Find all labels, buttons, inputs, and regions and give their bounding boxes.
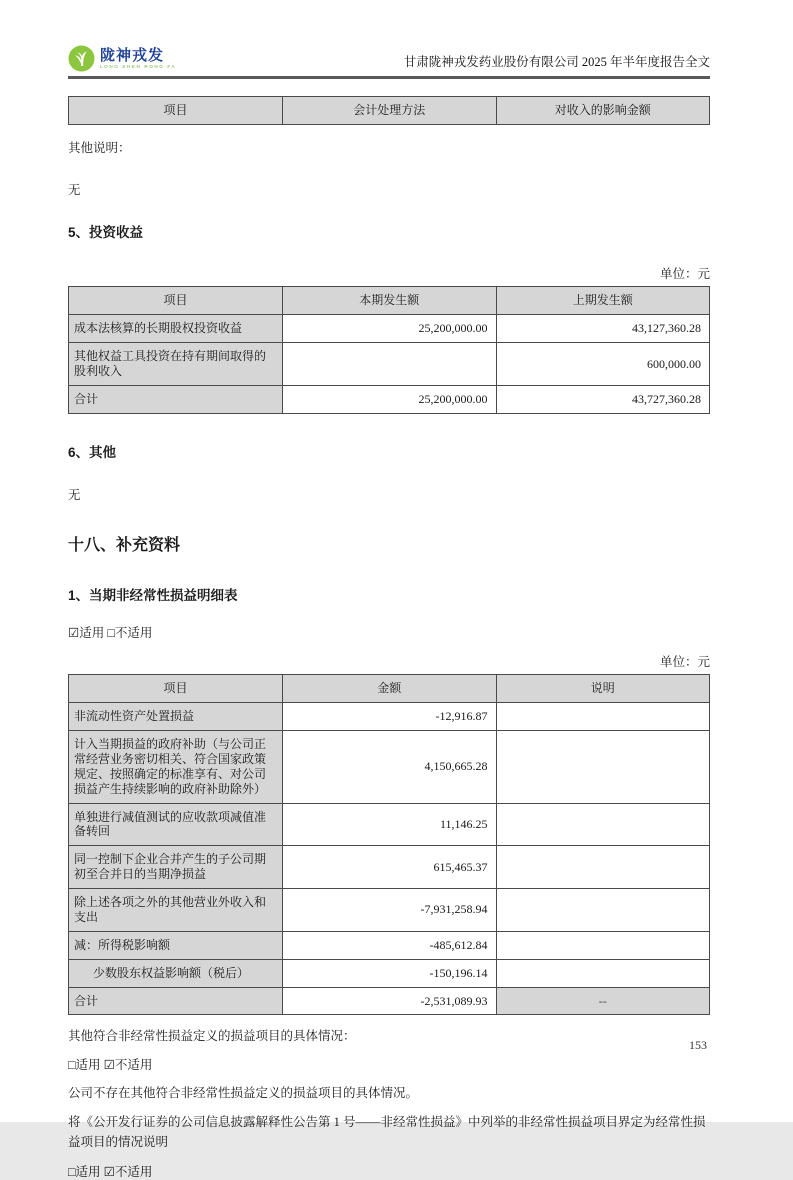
cell-note (496, 846, 709, 889)
applicability-checkboxes: □适用 ☑不适用 (68, 1164, 153, 1179)
cell-item: 同一控制下企业合并产生的子公司期初至合并日的当期净损益 (69, 846, 283, 889)
logo-icon (68, 45, 95, 72)
table-row (69, 703, 710, 731)
cell-amount: 615,465.37 (283, 846, 496, 889)
section6-body: 无 (68, 487, 81, 502)
section18-heading: 十八、补充资料 (68, 537, 181, 554)
cell-amount: -2,531,089.93 (283, 987, 496, 1015)
cell-amount: -150,196.14 (283, 959, 496, 987)
cell-item: 计入当期损益的政府补助（与公司正常经营业务密切相关、符合国家政策规定、按照确定的标准享有、对公司损益产生持续影响的政府补助除外） (69, 731, 283, 804)
table-row (69, 987, 710, 1015)
other-note-label: 其他说明： (68, 140, 131, 155)
table-row (69, 731, 710, 804)
cell-item: 其他权益工具投资在持有期间取得的股利收入 (69, 343, 283, 386)
table-row (69, 889, 710, 932)
unit-label: 单位：元 (659, 655, 710, 670)
sub1-heading: 1、当期非经常性损益明细表 (68, 588, 238, 603)
applicability-checkboxes: □适用 ☑不适用 (68, 1057, 153, 1072)
cell-current: 25,200,000.00 (283, 315, 496, 343)
table-row (69, 931, 710, 959)
cell-amount: 4,150,665.28 (283, 731, 496, 804)
column-header: 对收入的影响金额 (496, 97, 709, 125)
table-row (69, 315, 710, 343)
cell-amount: 11,146.25 (283, 803, 496, 846)
investment-income-table (68, 286, 710, 413)
report-title: 甘肃陇神戎发药业股份有限公司 2025 年半年度报告全文 (403, 55, 710, 69)
cell-item: 合计 (69, 987, 283, 1015)
cell-current: 25,200,000.00 (283, 385, 496, 413)
table-header-row (69, 97, 710, 125)
column-header: 上期发生额 (496, 287, 709, 315)
reclassification-note: 将《公开发行证券的公司信息披露解释性公告第 1 号——非经常性损益》中列举的非经常性损益项目界定为经常性损益项目的情况说明 (68, 1115, 706, 1149)
cell-note: -- (496, 987, 709, 1015)
cell-prior: 43,727,360.28 (496, 385, 709, 413)
other-note-value: 无 (68, 183, 81, 198)
cell-note (496, 803, 709, 846)
table-row (69, 959, 710, 987)
cell-item: 除上述各项之外的其他营业外收入和支出 (69, 889, 283, 932)
column-header: 会计处理方法 (283, 97, 496, 125)
cell-note (496, 959, 709, 987)
page-header (68, 45, 710, 72)
table-row (69, 343, 710, 386)
column-header: 项目 (69, 675, 283, 703)
column-header: 本期发生额 (283, 287, 496, 315)
accounting-method-table (68, 96, 710, 125)
table-row (69, 385, 710, 413)
cell-item: 单独进行减值测试的应收款项减值准备转回 (69, 803, 283, 846)
page-number: 153 (689, 1038, 707, 1052)
cell-note (496, 731, 709, 804)
cell-amount: -12,916.87 (283, 703, 496, 731)
other-cases-label: 其他符合非经常性损益定义的损益项目的具体情况： (68, 1029, 356, 1044)
cell-note (496, 931, 709, 959)
cell-amount: -7,931,258.94 (283, 889, 496, 932)
cell-item: 成本法核算的长期股权投资收益 (69, 315, 283, 343)
cell-amount: -485,612.84 (283, 931, 496, 959)
cell-item: 合计 (69, 385, 283, 413)
cell-prior: 600,000.00 (496, 343, 709, 386)
table-row (69, 846, 710, 889)
cell-current (283, 343, 496, 386)
cell-note (496, 703, 709, 731)
cell-item: 少数股东权益影响额（税后） (69, 959, 283, 987)
section6-heading: 6、其他 (68, 444, 117, 460)
table-header-row (69, 287, 710, 315)
column-header: 项目 (69, 287, 283, 315)
cell-prior: 43,127,360.28 (496, 315, 709, 343)
brand-name: 陇神戎发 (100, 46, 165, 64)
company-logo (68, 45, 176, 72)
cell-note (496, 889, 709, 932)
section5-heading: 5、投资收益 (68, 225, 144, 241)
table-row (69, 803, 710, 846)
applicability-checkboxes: ☑适用 □不适用 (68, 626, 153, 640)
cell-item: 非流动性资产处置损益 (69, 703, 283, 731)
no-other-cases-note: 公司不存在其他符合非经常性损益定义的损益项目的具体情况。 (68, 1085, 419, 1100)
brand-subtitle: LONG SHEN RONG FA (100, 63, 177, 69)
column-header: 说明 (496, 675, 709, 703)
column-header: 项目 (69, 97, 283, 125)
column-header: 金额 (283, 675, 496, 703)
non-recurring-items-table (68, 674, 710, 1015)
header-rule (68, 76, 710, 79)
table-header-row (69, 675, 710, 703)
cell-item: 减：所得税影响额 (69, 931, 283, 959)
unit-label: 单位：元 (659, 267, 710, 282)
